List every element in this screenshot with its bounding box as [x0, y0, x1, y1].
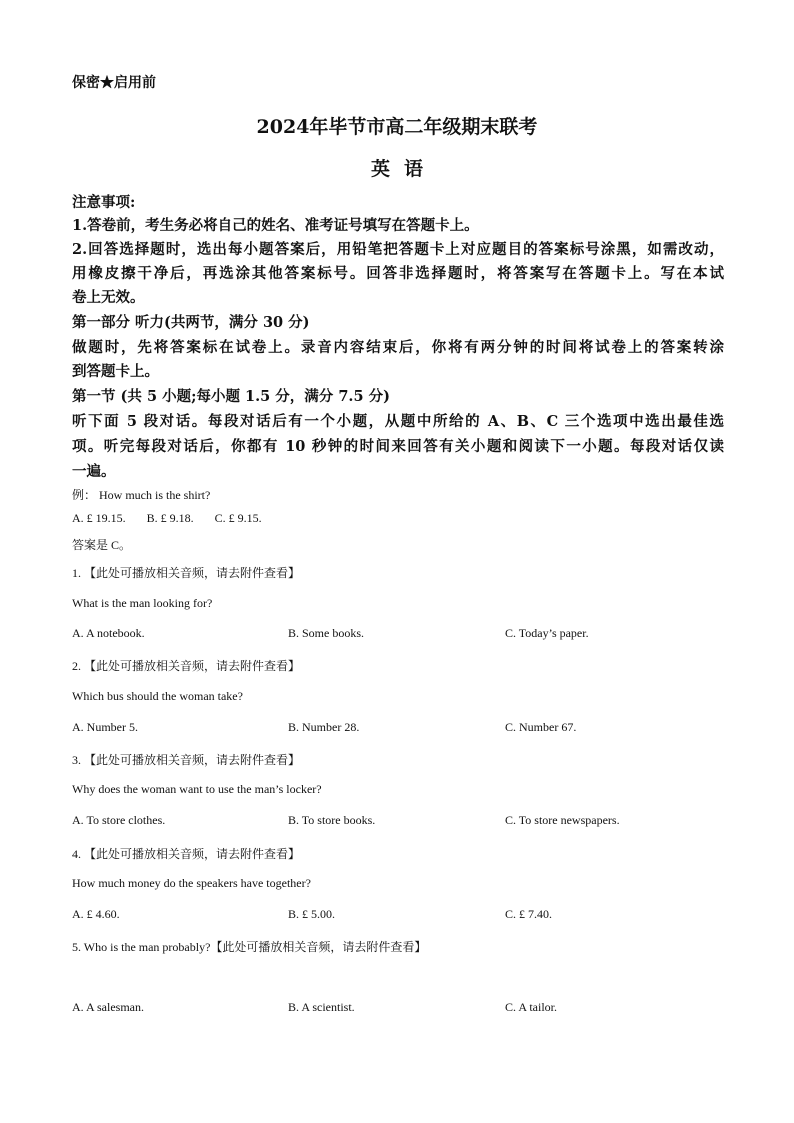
question-3-option-a: A. To store clothes. — [72, 813, 166, 827]
question-3-text: Why does the woman want to use the man’s locker? — [72, 782, 322, 796]
section1-instruction-line-1: 听下面 5 段对话。每段对话后有一个小题，从题中所给的 A、B、C 三个选项中选出最佳选 — [72, 413, 724, 430]
section1-instruction-line-2: 项。听完每段对话后，你都有 10 秒钟的时间来回答有关小题和阅读下一小题。每段对话仅读 — [72, 438, 724, 455]
example-options: A. £ 19.15. B. £ 9.18. C. £ 9.15. — [72, 511, 262, 525]
question-1-text: What is the man looking for? — [72, 596, 213, 610]
question-2-text: Which bus should the woman take? — [72, 689, 243, 703]
example-answer: 答案是 C。 — [72, 538, 132, 552]
question-4-option-a: A. £ 4.60. — [72, 907, 120, 921]
question-4-option-b: B. £ 5.00. — [288, 907, 336, 921]
notes-item-2-line-1: 2.回答选择题时，选出每小题答案后，用铅笔把答题卡上对应题目的答案标号涂黑，如需改动， — [72, 241, 724, 258]
question-2-label: 2. 【此处可播放相关音频，请去附件查看】 — [72, 659, 301, 673]
question-1-option-a: A. A notebook. — [72, 626, 145, 640]
part1-heading: 第一部分 听力(共两节，满分 30 分) — [72, 314, 310, 331]
question-2-option-b: B. Number 28. — [288, 720, 360, 734]
section1-instruction-line-3: 一遍。 — [72, 463, 116, 480]
question-1-label: 1. 【此处可播放相关音频，请去附件查看】 — [72, 566, 301, 580]
subject-title: 英语 — [370, 158, 437, 180]
section1-heading: 第一节 (共 5 小题;每小题 1.5 分，满分 7.5 分) — [72, 388, 390, 405]
question-4-text: How much money do the speakers have together? — [72, 876, 311, 890]
confidential-mark: 保密★启用前 — [72, 75, 156, 91]
question-3-option-c: C. To store newspapers. — [505, 813, 620, 827]
part1-instruction-line-2: 到答题卡上。 — [72, 363, 159, 380]
example-question: 例： How much is the shirt? — [72, 488, 211, 502]
part1-instruction-line-1: 做题时，先将答案标在试卷上。录音内容结束后，你将有两分钟的时间将试卷上的答案转涂 — [72, 339, 724, 356]
question-5-option-c: C. A tailor. — [505, 1000, 558, 1014]
exam-title: 2024年毕节市高二年级期末联考 — [256, 116, 538, 138]
question-4-option-c: C. £ 7.40. — [505, 907, 553, 921]
notes-item-2-line-3: 卷上无效。 — [72, 289, 145, 306]
question-5-option-b: B. A scientist. — [288, 1000, 355, 1014]
notes-heading: 注意事项: — [72, 194, 136, 211]
question-5-option-a: A. A salesman. — [72, 1000, 144, 1014]
question-1-option-c: C. Today’s paper. — [505, 626, 589, 640]
notes-item-2-line-2: 用橡皮擦干净后，再选涂其他答案标号。回答非选择题时，将答案写在答题卡上。写在本试 — [72, 265, 724, 282]
question-5-label: 5. Who is the man probably?【此处可播放相关音频，请去附件查看】 — [72, 940, 427, 954]
question-4-label: 4. 【此处可播放相关音频，请去附件查看】 — [72, 847, 301, 861]
question-2-option-a: A. Number 5. — [72, 720, 138, 734]
question-1-option-b: B. Some books. — [288, 626, 365, 640]
question-3-option-b: B. To store books. — [288, 813, 376, 827]
question-2-option-c: C. Number 67. — [505, 720, 577, 734]
notes-item-1: 1.答卷前，考生务必将自己的姓名、准考证号填写在答题卡上。 — [72, 217, 479, 234]
question-3-label: 3. 【此处可播放相关音频，请去附件查看】 — [72, 753, 301, 767]
